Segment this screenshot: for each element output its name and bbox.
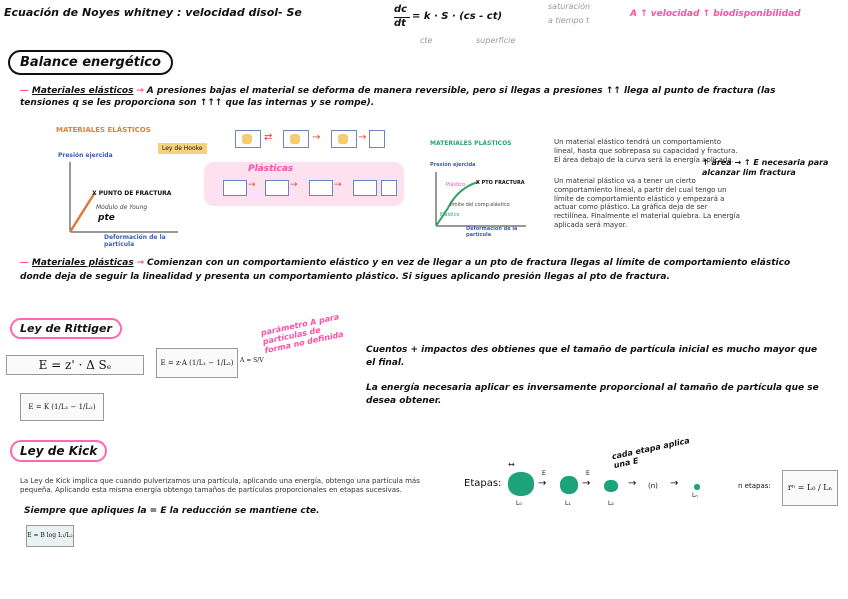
fig-plastic bbox=[428, 138, 538, 242]
size-arrow: ↔ bbox=[508, 460, 515, 469]
arrow-3: → bbox=[358, 132, 367, 143]
label-ln: Lₙ bbox=[692, 492, 698, 499]
label-n: (n) bbox=[648, 482, 658, 490]
rittinger-formula-2-side: A = S/V bbox=[240, 357, 264, 364]
rittinger-formula-2: E = z·A (1/L₁ − 1/L₂) bbox=[156, 348, 238, 378]
plastic-arrow-2: → bbox=[290, 180, 298, 190]
stone-l2 bbox=[604, 480, 618, 492]
etapas-label: Etapas: bbox=[464, 478, 502, 489]
arrow-3: → bbox=[628, 478, 637, 489]
fig-plastic-title: MATERIALES PLÁSTICOS bbox=[430, 140, 512, 147]
fig-plastic-y: Presión ejercida bbox=[430, 162, 476, 168]
rittinger-note: parámetro A para partículas de forma no definida bbox=[260, 312, 345, 356]
kick-diagram bbox=[464, 458, 844, 518]
rittinger-formula-3: E = K (1/L₁ − 1/L₂) bbox=[20, 393, 104, 421]
kick-formula: E = B log L₁/L₂ bbox=[26, 525, 74, 547]
note-tiempo: a tiempo t bbox=[548, 16, 590, 25]
particle-1 bbox=[242, 134, 252, 144]
plastic-cell-3 bbox=[309, 180, 333, 196]
fig-plastic-limite: límite del comp.elástico bbox=[450, 202, 510, 208]
plastic-cell-4 bbox=[353, 180, 377, 196]
fig-elastic-modulo: Módulo de Young bbox=[96, 204, 148, 211]
label-e-1: E bbox=[542, 470, 546, 477]
note-superficie: superficie bbox=[476, 36, 516, 45]
rittinger-title: Ley de Rittiger bbox=[10, 318, 122, 339]
arrow-e-2: → bbox=[582, 478, 591, 489]
kick-note: cada etapa aplica una E bbox=[611, 436, 691, 471]
ratio-formula: rⁿ = L₀ / Lₙ bbox=[782, 470, 838, 506]
label-e-2: E bbox=[586, 470, 590, 477]
rittinger-text-2: La energía necesaria aplicar es inversamente proporcional al tamaño de partícula que se desea obtener. bbox=[366, 383, 819, 406]
n-etapas-label: n etapas: bbox=[738, 482, 771, 490]
text-plastic: Un material plástico va a tener un cierto comportamiento lineal, a partir del cual tengo un límite de comportamiento elástico y empezará a actuar como plástico. La gráfica deja de ser rectilínea. Finalmente el material quiebra. La energía aplicada será mayor. bbox=[554, 177, 740, 229]
eq-rhs: = k · S · (cs - ct) bbox=[412, 11, 503, 22]
particle-2 bbox=[290, 134, 300, 144]
label-l0: L₀ bbox=[516, 500, 522, 507]
eq-denominator: dt bbox=[394, 18, 406, 29]
arrow-1: ⇄ bbox=[264, 132, 273, 143]
label-l2: L₂ bbox=[608, 500, 614, 507]
fig-elastic-point: X PUNTO DE FRACTURA bbox=[92, 190, 172, 197]
plastic-arrow-3: → bbox=[334, 180, 342, 190]
text-elastic: Un material elástico tendrá un comportamiento lineal, hasta que sobrepasa su capacidad y fractura. El área debajo de la curva será la energía aplicada. bbox=[554, 138, 738, 164]
eq-numerator: dc bbox=[394, 4, 408, 15]
label-l1: L₁ bbox=[565, 500, 571, 507]
paragraph-elastic: — Materiales elásticos → A presiones bajas el material se deforma de manera reversible, pero si llegas a presiones ↑↑ llega al punto de fractura (las tensiones q se les proporciona son ↑↑↑ que las internas y se rompe). bbox=[20, 86, 776, 108]
stone-l0 bbox=[508, 472, 534, 496]
p1-text: A presiones bajas el material se deforma de manera reversible, pero si llegas a presiones ↑↑ llega al punto de fractura (las tensiones q se les proporciona son ↑↑↑ que las internas y se rompe). bbox=[20, 86, 776, 108]
fig-plastic-plastico: Plástico bbox=[446, 182, 466, 188]
balance-title: Balance energético bbox=[8, 50, 173, 75]
header-title: Ecuación de Noyes whitney : velocidad disol- Se bbox=[4, 6, 302, 19]
note-area: ↑ área → ↑ E necesaria para alcanzar lim fractura bbox=[702, 158, 829, 177]
fig-elastic-x: Deformación de la partícula bbox=[104, 234, 166, 248]
note-velocidad: A ↑ velocidad ↑ biodisponibilidad bbox=[630, 9, 801, 19]
p2-text: Comienzan con un comportamiento elástico y en vez de llegar a un pto de fractura llegas al límite de comportamiento elástico donde deja de seguir la linealidad y presenta un comportamiento plástico. Si sigues aplicando presión llegas al pto de fractura. bbox=[20, 258, 791, 282]
p2-lead: Materiales plásticas bbox=[31, 258, 134, 268]
noyes-equation bbox=[392, 4, 532, 34]
fig-elastic-chart bbox=[60, 160, 180, 240]
die-cell-4 bbox=[369, 130, 385, 148]
note-cte: cte bbox=[420, 36, 433, 45]
plastic-cell-5 bbox=[381, 180, 397, 196]
arrow-4: → bbox=[670, 478, 679, 489]
arrow-2: → bbox=[312, 132, 321, 143]
fig-elastic-title: MATERIALES ELÁSTICOS bbox=[56, 126, 151, 134]
stone-l1 bbox=[560, 476, 578, 494]
note-saturacion: saturación bbox=[548, 2, 591, 11]
p1-lead: Materiales elásticos bbox=[31, 86, 134, 96]
kick-text: La Ley de Kick implica que cuando pulverizamos una partícula, aplicando una energía, obtengo una partícula más pequeña. Aplicando esta misma energía obtengo tamaños de partículas proporcionales en etapas sucesivas. bbox=[20, 477, 420, 494]
stone-ln bbox=[694, 484, 700, 490]
paragraph-plastic: — Materiales plásticas → Comienzan con un comportamiento elástico y en vez de llegar a un pto de fractura llegas al límite de comportamiento elástico donde deja de seguir la linealidad y presenta un comportamiento plástico. Si sigues aplicando presión llegas al pto de fractura. bbox=[20, 258, 791, 282]
fig-plastic-x: Deformación de la partícula bbox=[466, 226, 518, 238]
fig-elastic-pte: pte bbox=[98, 213, 115, 223]
compression-strip bbox=[234, 126, 384, 152]
plasticas-box bbox=[204, 162, 404, 206]
plastic-arrow-1: → bbox=[248, 180, 256, 190]
kick-hand: Siempre que apliques la = E la reducción se mantiene cte. bbox=[24, 506, 320, 516]
particle-3 bbox=[338, 134, 348, 144]
rittinger-formula-1: E = z' · Δ Sₑ bbox=[6, 355, 144, 375]
plasticas-label: Plásticas bbox=[248, 164, 294, 174]
arrow-e-1: → bbox=[538, 478, 547, 489]
plastic-cell-1 bbox=[223, 180, 247, 196]
fig-plastic-point: X PTO FRACTURA bbox=[476, 180, 525, 186]
hooke-badge: Ley de Hooke bbox=[158, 143, 207, 154]
plastic-cell-2 bbox=[265, 180, 289, 196]
kick-title: Ley de Kick bbox=[10, 440, 107, 462]
rittinger-text-1: Cuentos + impactos des obtienes que el tamaño de partícula inicial es mucho mayor que el final. bbox=[366, 345, 818, 368]
fig-plastic-elastico: Elástico bbox=[440, 212, 460, 218]
fig-elastic-y: Presión ejercida bbox=[58, 152, 113, 159]
